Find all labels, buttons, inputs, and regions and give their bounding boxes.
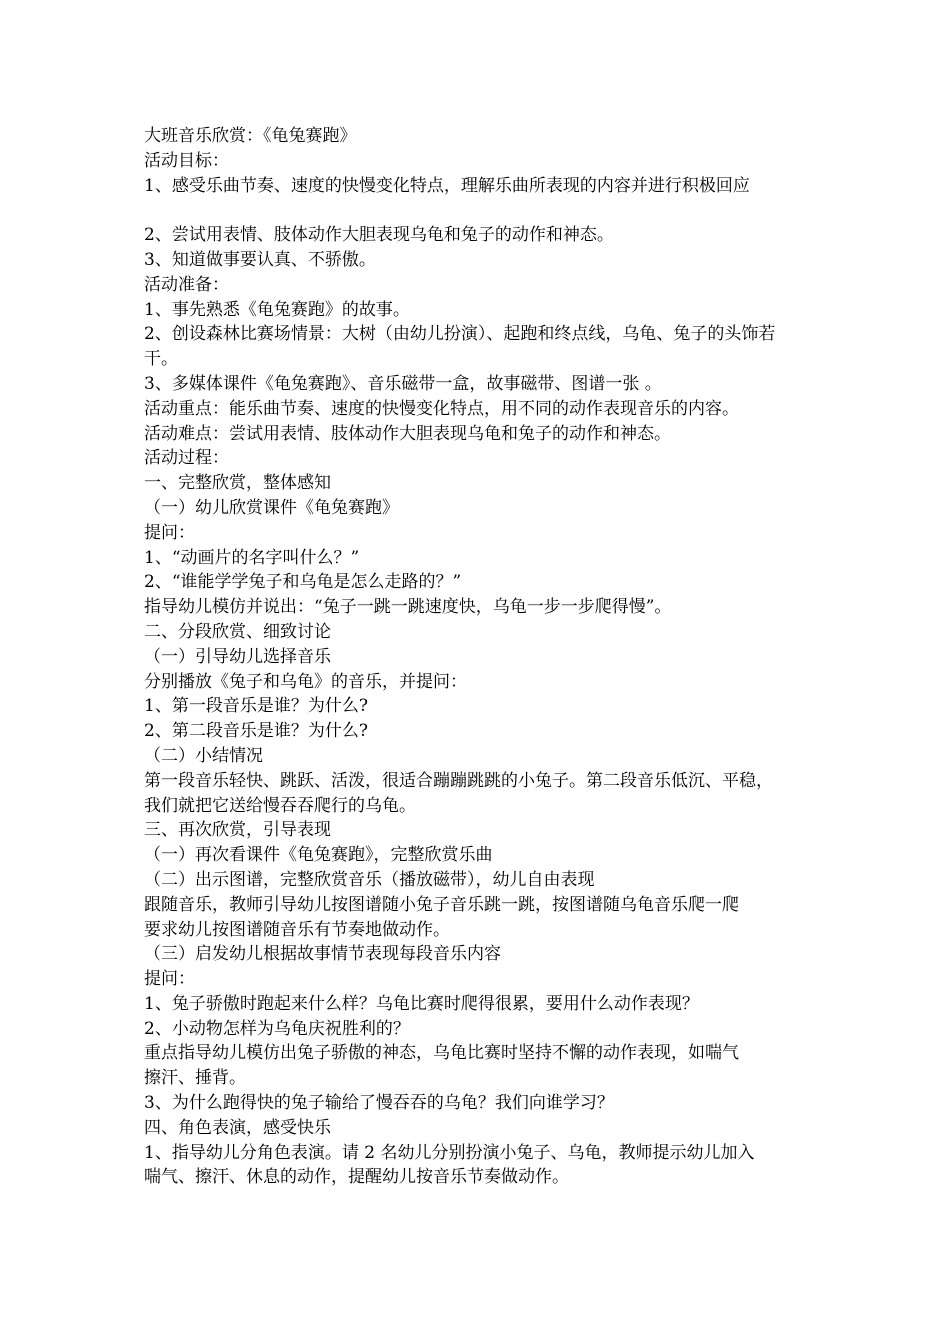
paragraph-line: 2、“谁能学学兔子和乌龟是怎么走路的？” — [144, 572, 462, 593]
paragraph-line: 1、事先熟悉《龟兔赛跑》的故事。 — [144, 299, 410, 320]
paragraph-line: 1、“动画片的名字叫什么？” — [144, 547, 360, 568]
paragraph-line: 3、知道做事要认真、不骄傲。 — [144, 249, 376, 270]
paragraph-line: 2、创设森林比赛场情景：大树（由幼儿扮演）、起跑和终点线，乌龟、兔子的头饰若 — [144, 324, 776, 345]
paragraph-line: 第一段音乐轻快、跳跃、活泼，很适合蹦蹦跳跳的小兔子。第二段音乐低沉、平稳， — [144, 770, 773, 791]
blank-line — [144, 198, 810, 223]
paragraph-line: 重点指导幼儿模仿出兔子骄傲的神态，乌龟比赛时坚持不懈的动作表现，如喘气 — [144, 1043, 739, 1064]
paragraph-line: 1、兔子骄傲时跑起来什么样？乌龟比赛时爬得很累，要用什么动作表现？ — [144, 993, 699, 1014]
paragraph-line: 一、完整欣赏，整体感知 — [144, 473, 331, 494]
paragraph-line: 要求幼儿按图谱随音乐有节奏地做动作。 — [144, 919, 450, 940]
paragraph-line: 我们就把它送给慢吞吞爬行的乌龟。 — [144, 795, 416, 816]
paragraph-line: 三、再次欣赏，引导表现 — [144, 820, 331, 841]
paragraph-line: 活动难点：尝试用表情、肢体动作大胆表现乌龟和兔子的动作和神态。 — [144, 423, 671, 444]
paragraph-line: 提问： — [144, 522, 195, 543]
paragraph-line: 跟随音乐，教师引导幼儿按图谱随小兔子音乐跳一跳，按图谱随乌龟音乐爬一爬 — [144, 894, 739, 915]
document-body — [144, 124, 810, 1190]
paragraph-line: 3、为什么跑得快的兔子输给了慢吞吞的乌龟？我们向谁学习？ — [144, 1093, 614, 1114]
paragraph-line: （三）启发幼儿根据故事情节表现每段音乐内容 — [144, 944, 501, 965]
section-heading-process: 活动过程： — [144, 448, 229, 469]
paragraph-line: （一）引导幼儿选择音乐 — [144, 646, 331, 667]
paragraph-line: 喘气、擦汗、休息的动作，提醒幼儿按音乐节奏做动作。 — [144, 1167, 569, 1188]
paragraph-line: 1、第一段音乐是谁？为什么? — [144, 696, 368, 717]
paragraph-line: 二、分段欣赏、细致讨论 — [144, 621, 331, 642]
paragraph-line: （一）再次看课件《龟兔赛跑》，完整欣赏乐曲 — [144, 845, 493, 866]
paragraph-line: 2、尝试用表情、肢体动作大胆表现乌龟和兔子的动作和神态。 — [144, 225, 614, 246]
paragraph-line: 干。 — [144, 349, 178, 370]
section-heading-goals: 活动目标： — [144, 150, 229, 171]
paragraph-line: 2、第二段音乐是谁？为什么? — [144, 721, 368, 742]
paragraph-line: （一）幼儿欣赏课件《龟兔赛跑》 — [144, 497, 399, 518]
section-heading-preparation: 活动准备： — [144, 274, 229, 295]
paragraph-line: 2、小动物怎样为乌龟庆祝胜利的？ — [144, 1018, 410, 1039]
document-title: 大班音乐欣赏：《龟兔赛跑》 — [144, 126, 357, 146]
paragraph-line: 1、指导幼儿分角色表演。请 2 名幼儿分别扮演小兔子、乌龟，教师提示幼儿加入 — [144, 1142, 755, 1163]
paragraph-line: 活动重点：能乐曲节奏、速度的快慢变化特点，用不同的动作表现音乐的内容。 — [144, 398, 739, 419]
paragraph-line: 指导幼儿模仿并说出：“兔子一跳一跳速度快，乌龟一步一步爬得慢”。 — [144, 597, 672, 618]
paragraph-line: 四、角色表演，感受快乐 — [144, 1117, 331, 1138]
paragraph-line: 提问： — [144, 969, 195, 990]
paragraph-line: 3、多媒体课件《龟兔赛跑》、音乐磁带一盒，故事磁带、图谱一张 。 — [144, 373, 662, 394]
paragraph-line: （二）出示图谱，完整欣赏音乐（播放磁带），幼儿自由表现 — [144, 869, 595, 890]
paragraph-line: 分别播放《兔子和乌龟》的音乐，并提问： — [144, 671, 467, 692]
paragraph-line: 擦汗、捶背。 — [144, 1068, 246, 1089]
paragraph-line: 1、感受乐曲节奏、速度的快慢变化特点，理解乐曲所表现的内容并进行积极回应 — [144, 175, 750, 196]
paragraph-line: （二）小结情况 — [144, 745, 263, 766]
